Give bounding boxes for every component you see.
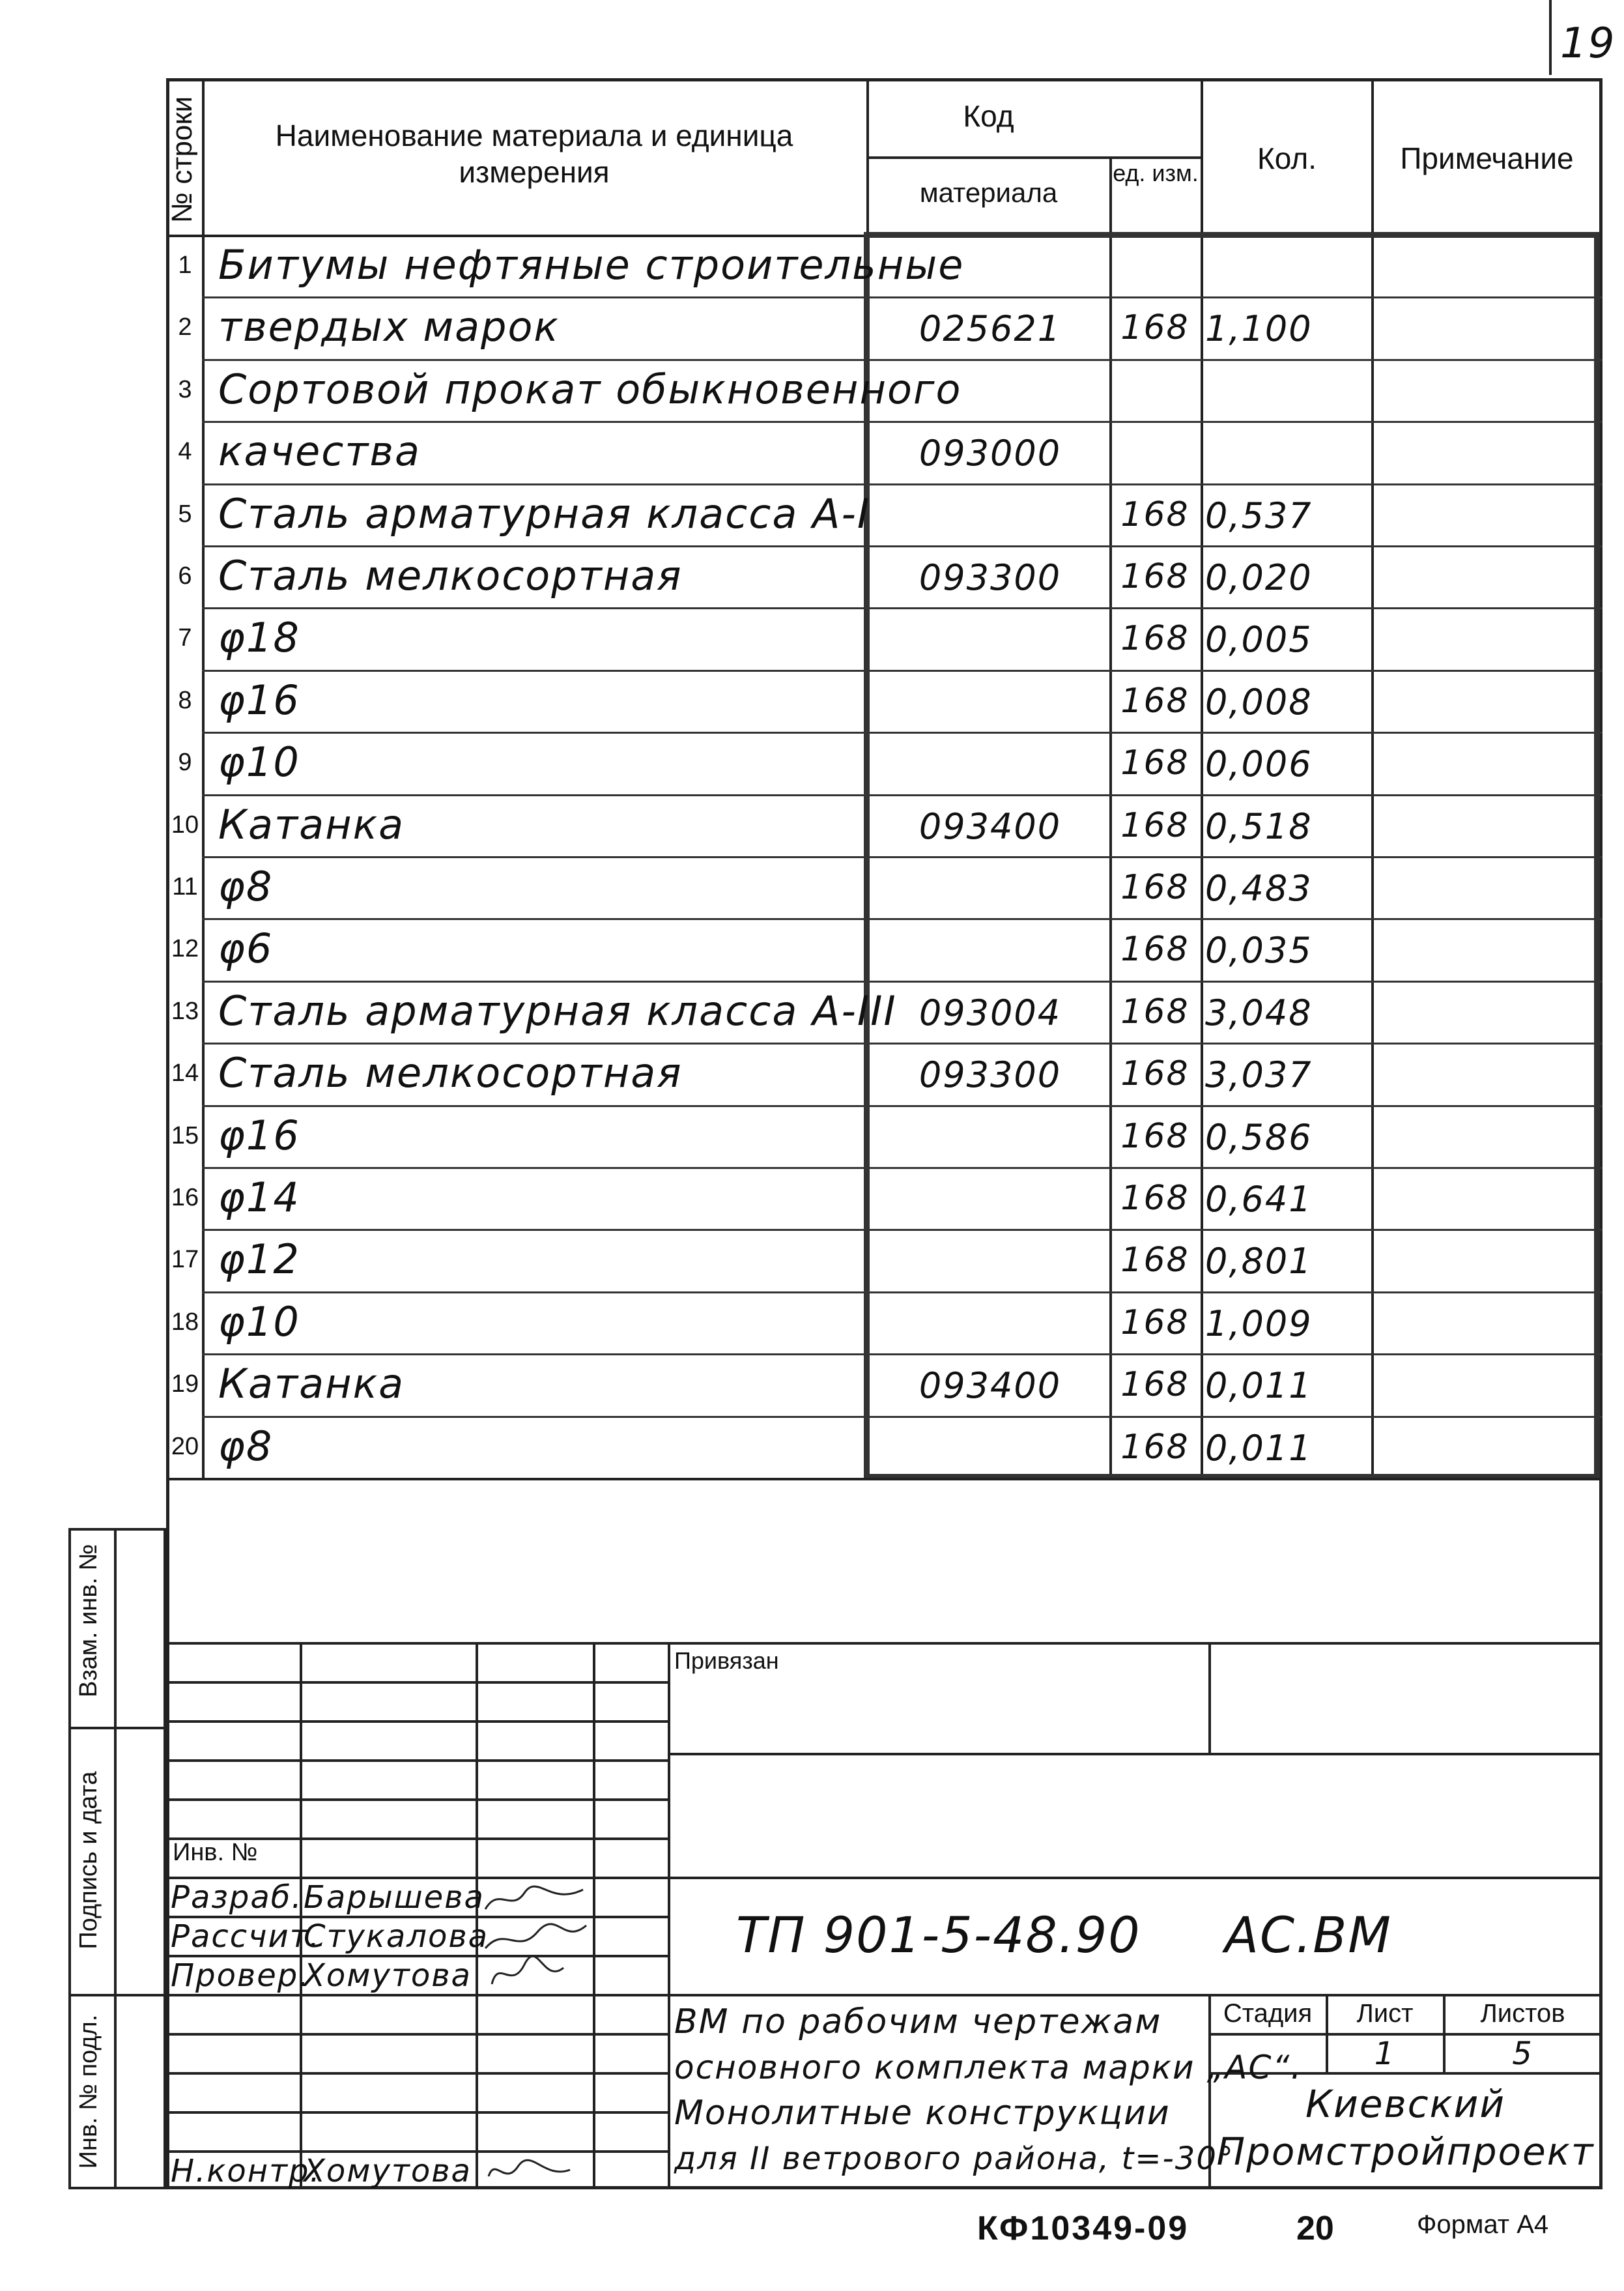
side-label-podpis: Подпись и дата <box>75 1771 102 1950</box>
material-name: Сталь арматурная класса А-I <box>218 490 871 538</box>
tb-privyazan-divider <box>1208 1642 1211 1753</box>
row-line <box>202 732 1603 734</box>
row-line <box>202 359 1603 361</box>
quantity: 0,020 <box>1205 557 1313 598</box>
quantity: 0,586 <box>1205 1117 1313 1158</box>
row-number: 16 <box>171 1184 199 1211</box>
quantity: 0,035 <box>1205 930 1313 971</box>
tb-description-line-1: ВМ по рабочим чертежам <box>674 2002 1162 2041</box>
material-name: качества <box>218 427 421 475</box>
side-label-vzam: Взам. инв. № <box>75 1544 102 1697</box>
material-name: Катанка <box>218 801 405 848</box>
material-name: φ10 <box>218 1298 300 1346</box>
page-number: 19 <box>1560 20 1616 68</box>
footer-format: Формат А4 <box>1417 2210 1549 2239</box>
material-name: Сталь мелкосортная <box>218 552 683 599</box>
row-number: 14 <box>171 1059 199 1087</box>
material-name: φ8 <box>218 1422 274 1470</box>
unit-code: 168 <box>1120 806 1190 845</box>
unit-code: 168 <box>1120 557 1190 596</box>
material-name: φ14 <box>218 1174 300 1221</box>
row-line <box>202 545 1603 547</box>
material-name: φ12 <box>218 1235 300 1283</box>
signature-nkontr <box>479 2150 590 2189</box>
tb-rasschit-role: Рассчит. <box>171 1918 321 1955</box>
row-number: 13 <box>171 998 199 1025</box>
row-line <box>202 1229 1603 1231</box>
row-line <box>202 483 1603 485</box>
material-name: твердых марок <box>218 303 560 351</box>
unit-code: 168 <box>1120 1117 1190 1156</box>
row-line <box>202 981 1603 983</box>
row-line <box>202 670 1603 672</box>
page-number-bracket <box>1549 0 1552 75</box>
quantity: 0,005 <box>1205 619 1313 660</box>
tb-rasschit-name: Стукалова <box>304 1918 489 1955</box>
row-number: 2 <box>178 313 192 341</box>
material-name: φ10 <box>218 738 300 786</box>
tb-description <box>674 1999 1302 2182</box>
code-sub-line <box>866 156 1202 159</box>
row-number: 8 <box>178 687 192 714</box>
quantity: 3,037 <box>1205 1054 1313 1095</box>
quantity: 0,801 <box>1205 1241 1313 1282</box>
tb-nkontr-role: Н.контр. <box>171 2153 321 2189</box>
quantity: 1,100 <box>1205 308 1313 349</box>
row-number: 17 <box>171 1246 199 1273</box>
row-line <box>202 918 1603 920</box>
tb-razrab-name: Барышева <box>304 1879 485 1916</box>
header-code-material: материала <box>919 177 1058 208</box>
row-number: 18 <box>171 1308 199 1336</box>
signature-marks <box>479 1880 590 1991</box>
tb-privyazan-bottom <box>668 1753 1603 1755</box>
quantity: 0,518 <box>1205 806 1313 847</box>
row-line <box>202 1291 1603 1293</box>
tb-prover-name: Хомутова <box>304 1957 472 1994</box>
quantity: 0,537 <box>1205 495 1313 536</box>
row-line <box>202 607 1603 609</box>
tb-razrab-role: Разраб. <box>171 1879 303 1916</box>
row-number: 12 <box>171 935 199 962</box>
material-name: Катанка <box>218 1360 405 1407</box>
tb-sheet-label: Лист <box>1356 1999 1414 2028</box>
unit-code: 168 <box>1120 1054 1190 1093</box>
quantity: 0,011 <box>1205 1365 1313 1406</box>
tb-description-line-2: основного комплекта марки „АС“. <box>674 2049 1303 2086</box>
material-code: 025621 <box>919 308 1062 349</box>
tb-sheets-value: 5 <box>1512 2036 1533 2072</box>
tb-doc-mark: АС.ВМ <box>1225 1906 1392 1964</box>
row-number: 5 <box>178 500 192 528</box>
row-number: 4 <box>178 438 192 465</box>
tb-sheets-label: Листов <box>1480 1999 1565 2028</box>
col-line-rowno <box>202 78 205 1479</box>
row-number: 19 <box>171 1370 199 1398</box>
header-qty: Кол. <box>1257 141 1317 175</box>
row-line <box>202 1043 1603 1045</box>
footer-archive-code: КФ10349-09 <box>977 2210 1190 2247</box>
unit-code: 168 <box>1120 1365 1190 1404</box>
tb-nkontr-name: Хомутова <box>304 2153 472 2189</box>
unit-code: 168 <box>1120 743 1190 783</box>
row-number: 20 <box>171 1433 199 1460</box>
tb-row-12 <box>166 2111 668 2114</box>
tb-top-line <box>166 1642 1603 1645</box>
row-line <box>202 421 1603 423</box>
row-line <box>202 1416 1603 1418</box>
tb-org-line-2: Промстройпроект <box>1216 2129 1595 2174</box>
header-row-no: № строки <box>166 96 198 223</box>
unit-code: 168 <box>1120 930 1190 969</box>
tb-row-10 <box>166 2033 668 2036</box>
tb-doc-code: ТП 901-5-48.90 <box>736 1906 1141 1964</box>
quantity: 0,008 <box>1205 682 1313 723</box>
table-bottom-line <box>166 1478 1603 1480</box>
quantity: 0,011 <box>1205 1428 1313 1469</box>
row-line <box>202 794 1603 796</box>
quantity: 1,009 <box>1205 1303 1313 1344</box>
tb-row-2 <box>166 1720 668 1723</box>
quantity: 0,483 <box>1205 868 1313 909</box>
tb-row-1 <box>166 1681 668 1684</box>
tb-stage-label: Стадия <box>1223 1999 1313 2028</box>
row-number: 9 <box>178 749 192 776</box>
tb-description-line-3: Монолитные конструкции <box>674 2094 1171 2133</box>
quantity: 0,006 <box>1205 743 1313 785</box>
header-code: Код <box>963 99 1014 133</box>
unit-code: 168 <box>1120 868 1190 907</box>
tb-description-line-4: для II ветрового района, t=-30° <box>674 2140 1234 2177</box>
side-stamp-divider <box>114 1528 117 2189</box>
row-number: 6 <box>178 562 192 590</box>
unit-code: 168 <box>1120 1241 1190 1280</box>
material-code: 093000 <box>919 433 1062 474</box>
material-name: Сталь мелкосортная <box>218 1049 683 1097</box>
row-line <box>202 1167 1603 1169</box>
quantity: 3,048 <box>1205 992 1313 1033</box>
material-code: 093300 <box>919 557 1062 598</box>
row-line <box>202 856 1603 858</box>
unit-code: 168 <box>1120 992 1190 1031</box>
row-number: 15 <box>171 1122 199 1149</box>
tb-stage-col-1 <box>1326 1994 1328 2072</box>
tb-privyazan: Привязан <box>674 1647 779 1674</box>
material-name: φ6 <box>218 925 274 972</box>
material-name: Сортовой прокат обыкновенного <box>218 366 962 413</box>
tb-row-11 <box>166 2072 668 2075</box>
side-line-2 <box>68 1994 166 1996</box>
unit-code: 168 <box>1120 1179 1190 1218</box>
unit-code: 168 <box>1120 1428 1190 1467</box>
unit-code: 168 <box>1120 619 1190 658</box>
tb-row-4 <box>166 1798 668 1801</box>
tb-sheet-value: 1 <box>1374 2036 1396 2072</box>
tb-inv-no: Инв. № <box>173 1839 258 1866</box>
material-name: Сталь арматурная класса А-III <box>218 987 897 1035</box>
header-name: Наименование материала и единица измерения <box>275 119 793 189</box>
unit-code: 168 <box>1120 308 1190 347</box>
side-label-inv: Инв. № подл. <box>75 2014 102 2169</box>
material-code: 093004 <box>919 992 1062 1033</box>
tb-stage-col-2 <box>1443 1994 1446 2072</box>
tb-org-line-1: Киевский <box>1305 2082 1506 2126</box>
row-line <box>202 1105 1603 1107</box>
row-number: 11 <box>172 873 198 901</box>
row-number: 10 <box>171 811 199 839</box>
tb-row-3 <box>166 1759 668 1762</box>
material-name: φ8 <box>218 863 274 910</box>
tb-row-9 <box>166 1994 1603 1996</box>
material-code: 093400 <box>919 806 1062 847</box>
row-number: 7 <box>178 624 192 652</box>
row-line <box>202 1353 1603 1355</box>
material-code: 093300 <box>919 1054 1062 1095</box>
row-number: 1 <box>178 252 192 279</box>
material-name: φ18 <box>218 614 300 661</box>
tb-prover-role: Провер. <box>171 1957 310 1994</box>
material-name: φ16 <box>218 676 300 724</box>
side-line-1 <box>68 1727 166 1729</box>
unit-code: 168 <box>1120 495 1190 534</box>
unit-code: 168 <box>1120 1303 1190 1342</box>
material-code: 093400 <box>919 1365 1062 1406</box>
header-note: Примечание <box>1400 141 1574 175</box>
footer-archive-page: 20 <box>1296 2210 1334 2247</box>
row-number: 3 <box>178 376 192 403</box>
row-line <box>202 296 1603 298</box>
unit-code: 168 <box>1120 682 1190 721</box>
header-code-unit: ед. изм. <box>1113 160 1199 186</box>
material-name: φ16 <box>218 1112 300 1159</box>
quantity: 0,641 <box>1205 1179 1313 1220</box>
tb-col-4 <box>668 1642 670 2189</box>
material-name: Битумы нефтяные строительные <box>218 241 965 289</box>
